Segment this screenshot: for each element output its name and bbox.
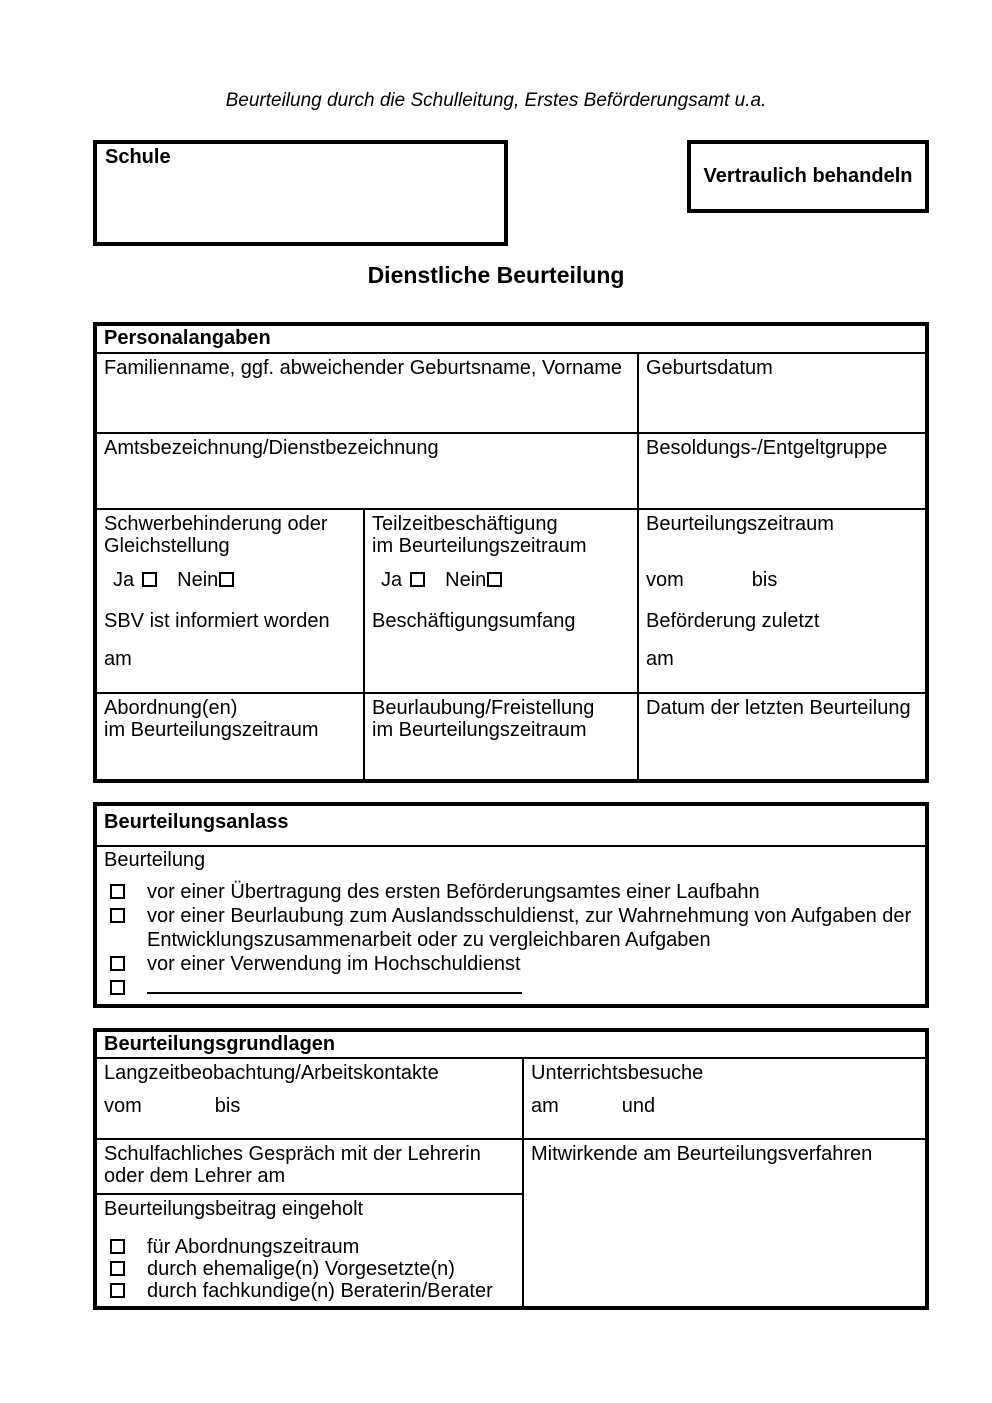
occasion-intro: Beurteilung	[104, 849, 206, 871]
table-row	[97, 1138, 925, 1306]
school-label: Schule	[105, 146, 171, 168]
und-label: und	[621, 1095, 656, 1117]
list-item	[104, 976, 918, 995]
field-family-name[interactable]	[97, 354, 637, 432]
page-title: Dienstliche Beurteilung	[367, 262, 625, 288]
birthdate-label: Geburtsdatum	[646, 357, 773, 379]
job-title-label: Amtsbezeichnung/Dienstbezeichnung	[104, 437, 439, 459]
secondment-label-line2: im Beurteilungszeitraum	[104, 719, 319, 741]
assessment-occasion-table	[93, 802, 929, 1008]
leave-label-line2: im Beurteilungszeitraum	[372, 719, 587, 741]
disability-yes-no-line	[104, 569, 356, 591]
assessment-basis-table	[93, 1028, 929, 1310]
table-row	[97, 352, 925, 432]
basis-left-column	[97, 1140, 522, 1306]
list-item	[104, 1280, 515, 1302]
field-secondment[interactable]	[97, 694, 363, 779]
period-label: Beurteilungszeitraum	[646, 513, 834, 535]
table-row	[97, 508, 925, 692]
contribution-label: Beurteilungsbeitrag eingeholt	[104, 1198, 364, 1221]
occasion-item-label: vor einer Übertragung des ersten Beförderungsamtes einer Laufbahn	[147, 881, 760, 903]
sbv-informed-label: SBV ist informiert worden	[104, 610, 330, 632]
family-name-label: Familienname, ggf. abweichender Geburtsname, Vorname	[104, 357, 623, 379]
parttime-label-line1: Teilzeitbeschäftigung	[372, 513, 558, 535]
checkbox-occasion-2[interactable]	[110, 908, 125, 923]
field-disability[interactable]	[97, 510, 363, 692]
confidential-label: Vertraulich behandeln	[703, 165, 913, 187]
field-participants[interactable]	[522, 1140, 925, 1306]
field-longterm-observation[interactable]	[97, 1059, 522, 1138]
checkbox-disability-no[interactable]	[219, 572, 234, 587]
blank-line-field[interactable]	[147, 976, 522, 994]
occasion-item-label: vor einer Beurlaubung zum Auslandsschuldienst, zur Wahrnehmung von Aufgaben der Entwicklungszusammenarbeit oder zu vergleichbaren Aufgaben	[147, 905, 912, 951]
contribution-item-label: durch ehemalige(n) Vorgesetzte(n)	[147, 1258, 455, 1281]
occasion-checkbox-list	[104, 880, 918, 995]
list-item	[104, 1236, 515, 1258]
from-label: vom	[104, 1095, 142, 1117]
confidential-box	[687, 140, 929, 213]
occasion-item-label: vor einer Verwendung im Hochschuldienst	[147, 953, 521, 975]
leave-label-line1: Beurlaubung/Freistellung	[372, 697, 595, 719]
period-from-to-line	[646, 569, 918, 591]
school-field-box[interactable]	[93, 140, 508, 246]
checkbox-contribution-1[interactable]	[110, 1239, 125, 1254]
observation-label: Langzeitbeobachtung/Arbeitskontakte	[104, 1062, 439, 1084]
field-class-visits[interactable]	[522, 1059, 925, 1138]
table-row	[97, 1057, 925, 1138]
field-leave[interactable]	[363, 694, 637, 779]
list-item	[104, 1258, 515, 1280]
field-birthdate[interactable]	[637, 354, 925, 432]
checkbox-contribution-2[interactable]	[110, 1261, 125, 1276]
to-label: bis	[751, 569, 778, 591]
yes-label: Ja	[381, 569, 403, 591]
list-item	[104, 880, 918, 904]
contribution-checkbox-list	[104, 1236, 515, 1302]
no-label: Nein	[445, 569, 487, 591]
last-assessment-label: Datum der letzten Beurteilung	[646, 697, 911, 719]
checkbox-occasion-other[interactable]	[110, 980, 125, 995]
from-label: vom	[646, 569, 684, 591]
header-note: Beurteilung durch die Schulleitung, Erstes Beförderungsamt u.a.	[225, 90, 767, 111]
am-label: am	[531, 1095, 559, 1117]
field-last-assessment-date[interactable]	[637, 694, 925, 779]
no-label: Nein	[177, 569, 219, 591]
list-item	[104, 904, 918, 952]
field-assessment-period[interactable]	[637, 510, 925, 692]
visits-label: Unterrichtsbesuche	[531, 1062, 704, 1084]
field-job-title[interactable]	[97, 434, 637, 508]
observation-from-to-line	[104, 1095, 515, 1117]
checkbox-parttime-yes[interactable]	[410, 572, 425, 587]
checkbox-occasion-3[interactable]	[110, 956, 125, 971]
sbv-date-label: am	[104, 648, 132, 670]
field-pay-group[interactable]	[637, 434, 925, 508]
checkbox-disability-yes[interactable]	[142, 572, 157, 587]
field-teacher-talk[interactable]	[97, 1140, 522, 1193]
talk-label-line1: Schulfachliches Gespräch mit der Lehrerin	[104, 1143, 481, 1165]
personal-section-header: Personalangaben	[104, 327, 271, 349]
checkbox-parttime-no[interactable]	[487, 572, 502, 587]
pay-group-label: Besoldungs-/Entgeltgruppe	[646, 437, 888, 459]
field-parttime[interactable]	[363, 510, 637, 692]
personal-data-table	[93, 322, 929, 783]
list-item	[104, 952, 918, 976]
occasion-section-header: Beurteilungsanlass	[104, 811, 289, 833]
contribution-item-label: für Abordnungszeitraum	[147, 1236, 360, 1259]
to-label: bis	[214, 1095, 241, 1117]
parttime-label-line2: im Beurteilungszeitraum	[372, 535, 587, 557]
disability-label-line2: Gleichstellung	[104, 535, 230, 557]
checkbox-contribution-3[interactable]	[110, 1283, 125, 1298]
occasion-body	[97, 845, 925, 1004]
disability-label-line1: Schwerbehinderung oder	[104, 513, 328, 535]
visits-dates-line	[531, 1095, 918, 1117]
yes-label: Ja	[113, 569, 135, 591]
employment-scope-label: Beschäftigungsumfang	[372, 610, 576, 632]
promotion-label: Beförderung zuletzt	[646, 610, 820, 632]
participants-label: Mitwirkende am Beurteilungsverfahren	[531, 1143, 873, 1165]
parttime-yes-no-line	[372, 569, 630, 591]
table-row	[97, 432, 925, 508]
checkbox-occasion-1[interactable]	[110, 884, 125, 899]
table-row	[97, 692, 925, 779]
promotion-date-label: am	[646, 648, 674, 670]
talk-label-line2: oder dem Lehrer am	[104, 1165, 286, 1187]
field-contribution[interactable]	[97, 1193, 522, 1306]
secondment-label-line1: Abordnung(en)	[104, 697, 238, 719]
basis-section-header: Beurteilungsgrundlagen	[104, 1033, 336, 1055]
contribution-item-label: durch fachkundige(n) Beraterin/Berater	[147, 1280, 493, 1303]
